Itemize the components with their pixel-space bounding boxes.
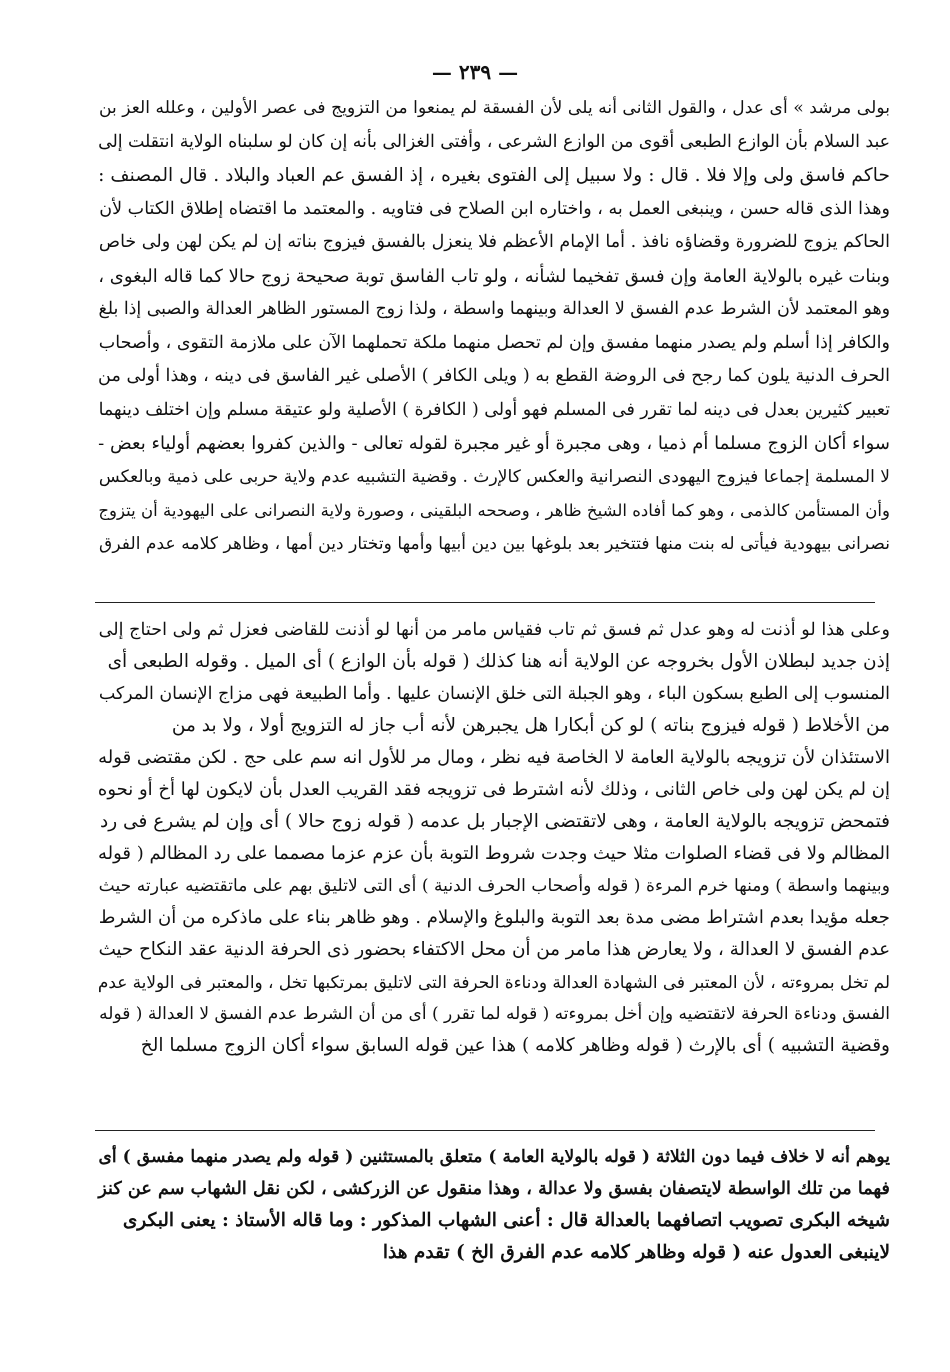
main-text-line: وأن المستأمن كالذمى ، وهو كما أفاده الشيخ ظاهر ، وصححه البلقينى ، وصورة ولاية النصرانى على اليهودية أن يتزوج xyxy=(98,501,890,520)
main-text-line: وهذا الذى قاله حسن ، وينبغى العمل به ، واختاره ابن الصلاح فى فتاويه . والمعتمد ما اقتضاه إطلاق الكتاب لأن xyxy=(99,198,890,219)
bottom-note-text xyxy=(90,1141,890,1269)
commentary-line: جعله مؤيدا بعدم اشتراط مضى مدة بعد التوبة والبلوغ والإسلام . وهو ظاهر بناء على ماذكره من أن الشرط xyxy=(98,907,890,928)
commentary-line: وقضية التشبيه ) أى بالإرث ( قوله وظاهر كلامه ) هذا عين قوله السابق سواء أكان الزوج مسلما الخ xyxy=(140,1035,890,1056)
commentary-line: إذن جديد لبطلان الأول بخروجه عن الولاية أنه هنا كذلك ( قوله بأن الوازع ) أى الميل . وقوله الطبعى أى xyxy=(107,651,890,672)
bottom-note-line: فهما من تلك الواسطة لايتصفان بفسق ولا عدالة ، وهذا منقول عن الزركشى ، لكن نقل الشهاب سم عن كنز xyxy=(98,1178,890,1199)
commentary-line: وعلى هذا لو أذنت له وهو عدل ثم فسق ثم تاب فقياس مامر من أنها لو أذنت للقاضى فعزل ثم ولى احتاج إلى xyxy=(98,620,890,640)
commentary-line: لم تخل بمروءته ، لأن المعتبر فى الشهادة العدالة ودناءة الحرفة التى لاتليق بمرتكبها تخل ، والمعتبر فى الولاية عدم xyxy=(97,972,890,992)
main-text-line: حاكم فاسق ولى وإلا فلا . قال : ولا سبيل إلى الفتوى بغيره ، إذ الفسق عم العباد والبلاد . قال المصنف : xyxy=(98,165,890,186)
main-text-line: لا المسلمة إجماعا فيزوج اليهودى النصرانية والعكس كالإرث . وقضية التشبيه عدم ولاية حربى على ذمية وبالعكس xyxy=(98,466,890,487)
bottom-note-line: يوهم أنه لا خلاف فيما دون الثلاثة ( قوله بالولاية العامة ) متعلق بالمستثنين ( قوله ولم يصدر منهما مفسق ) أى xyxy=(98,1147,890,1167)
commentary-text xyxy=(90,614,890,1062)
main-text-line: والكافر إذا أسلم ولم يصدر منهما مفسق وإن لم تحصل منهما ملكة تحملهما الآن على ملازمة التقوى ، وأصحاب xyxy=(98,332,890,353)
main-text-line: بولى مرشد » أى عدل ، والقول الثانى أنه يلى لأن الفسقة لم يمنعوا من التزويج فى عصر الأولين ، وعلله العز بن xyxy=(98,98,890,118)
commentary-line: من الأخلاط ( قوله فيزوج بناته ) لو كن أبكارا هل يجبرهن لأنه أب جاز له التزويج أولا ، ولا بد من xyxy=(171,715,890,736)
commentary-line: الاستئذان لأن تزويجه بالولاية العامة لا الخاصة فيه نظر ، ومال مر للأول انه سم على حج . لكن مقتضى قوله xyxy=(98,747,890,768)
main-text-line: الحرف الدنية يلون كما رجح فى الروضة القطع به ( ويلى الكافر ) الأصلى غير الفاسق فى دينه ، وهذا أولى من xyxy=(98,366,890,386)
page-number: — ٢٣٩ — xyxy=(431,60,519,84)
commentary-line: إن لم يكن لهن ولى خاص الثانى ، وذلك لأنه اشترط فى تزويجه فقد القريب العدل بأن لايكون لها أخ أو نحوه xyxy=(97,779,890,800)
main-text-line: عبد السلام بأن الوازع الطبعى أقوى من الوازع الشرعى ، وأفتى الغزالى بأنه إن كان لو سلبناه الولاية انتقلت إلى xyxy=(98,131,890,152)
bottom-note-line: شيخه البكرى تصويب اتصافهما بالعدالة قال : أعنى الشهاب المذكور : وما قاله الأستاذ : يعنى البكرى xyxy=(122,1210,890,1231)
section-divider xyxy=(95,602,875,603)
main-text xyxy=(90,92,890,561)
commentary-line: فتمحض تزويجه بالولاية العامة ، وهى لاتقتضى الإجبار بل عدمه ( قوله زوج حالا ) أى وإن لم يشرع فى رد xyxy=(100,811,890,832)
commentary-line: المظالم ولا فى قضاء الصلوات مثلا حيث وجدت شروط التوبة بأن عزم عزما مصمما على رد المظالم ( قوله xyxy=(97,843,890,864)
commentary-line: وبينهما واسطة ) ومنها خرم المرءة ( قوله وأصحاب الحرف الدنية ) أى التى لاتليق بهم على ماتقتضيه عبارته حيث xyxy=(98,876,890,896)
main-text-line: سواء أكان الزوج مسلما أم ذميا ، وهى مجبرة أو غير مجبرة لقوله تعالى - والذين كفروا بعضهم أولياء بعض - xyxy=(98,433,890,454)
section-divider xyxy=(95,1130,875,1131)
commentary-line: الفسق ودناءة الحرفة لاتقتضيه وإن أخل بمروءته ( قوله لما تقرر ) أى من أن الشرط عدم الفسق لا العدالة ( قوله xyxy=(99,1004,890,1024)
commentary-line: عدم الفسق لا العدالة ، ولا يعارض هذا مامر من أن محل الاكتفاء بحضور ذى الحرفة الدنية عقد النكاح حيث xyxy=(98,939,890,960)
bottom-note-line: لاينبغى العدول عنه ( قوله وظاهر كلامه عدم الفرق الخ ) تقدم هذا xyxy=(382,1242,890,1263)
main-text-line: نصرانى بيهودية فيأتى له بنت منها فتتخير بعد بلوغها بين دين أبيها وأمها وتختار دين أمها ، وظاهر كلامه عدم الفرق xyxy=(99,533,890,554)
main-text-line: وبنات غيره بالولاية العامة وإن فسق تفخيما لشأنه ، ولو تاب الفاسق توبة صحيحة زوج حالا كما قاله البغوى ، xyxy=(98,265,890,287)
main-text-line: وهو المعتمد لأن الشرط عدم الفسق لا العدالة وبينهما واسطة ، ولذا زوج المستور الظاهر العدالة والصبى إذا بلغ xyxy=(98,299,890,319)
main-text-line: تعبير كثيرين بعدل فى دينه لما تقرر فى المسلم فهو أولى ( الكافرة ) الأصلية ولو عتيقة مسلم وإن اختلف دينهما xyxy=(98,399,890,420)
main-text-line: الحاكم يزوج للضرورة وقضاؤه نافذ . أما الإمام الأعظم فلا ينعزل بالفسق فيزوج بناته إن لم يكن لهن ولى خاص xyxy=(98,232,890,252)
commentary-line: المنسوب إلى الطبع بسكون الباء ، وهو الجبلة التى خلق الإنسان عليها . وأما الطبيعة فهى مزاج الإنسان المركب xyxy=(98,684,890,704)
